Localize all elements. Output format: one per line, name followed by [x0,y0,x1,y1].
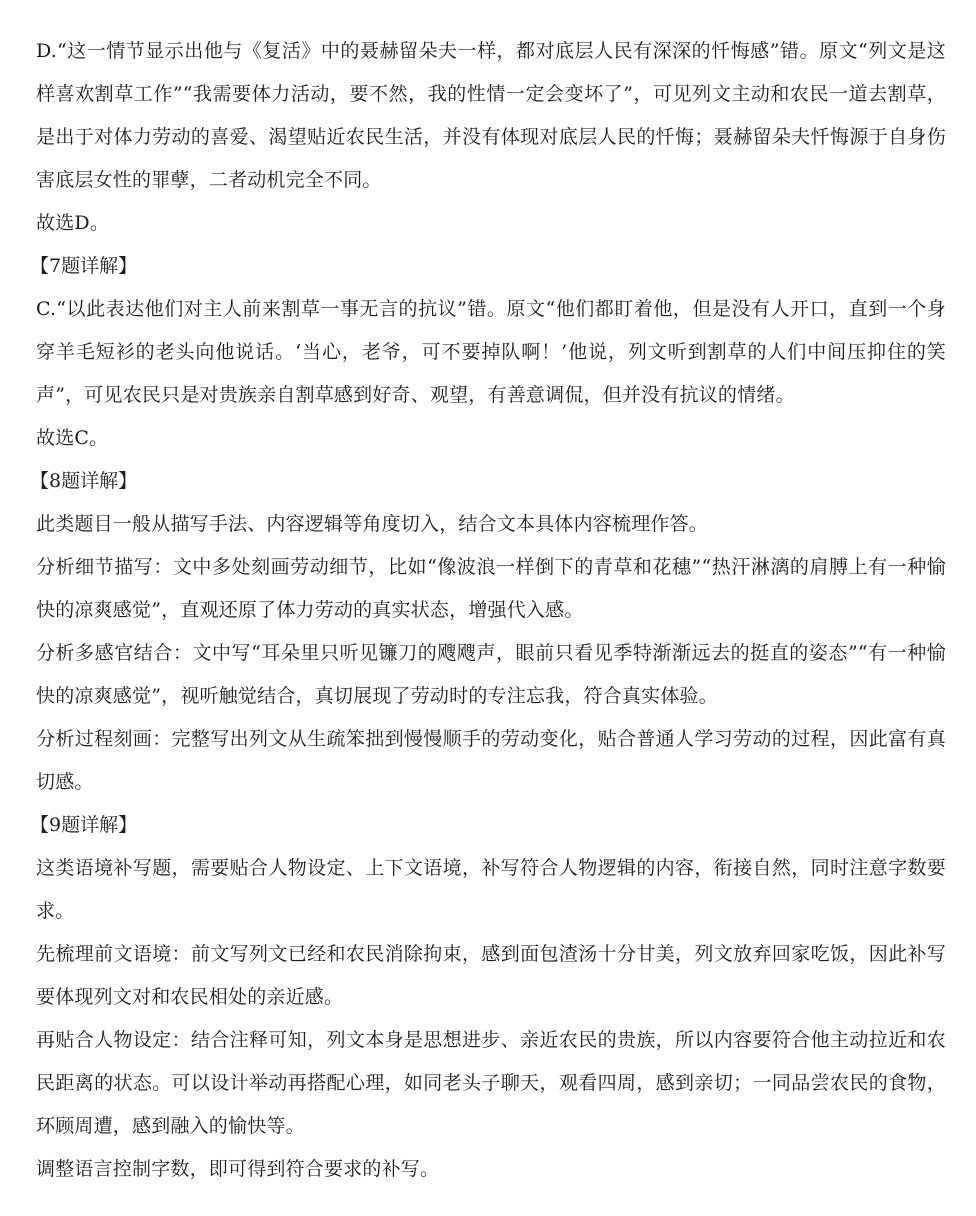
answer-9-context: 先梳理前文语境：前文写列文已经和农民消除拘束，感到面包渣汤十分甘美，列文放弃回家吃饭，因此补写要体现列文对和农民相处的亲近感。 [36,943,946,1008]
answer-8-senses: 分析多感官结合：文中写“耳朵里只听见镰刀的飕飕声，眼前只看见季特渐渐远去的挺直的姿态”“有一种愉快的凉爽感觉”，视听触觉结合，真切展现了劳动时的专注忘我，符合真实体验。 [36,642,946,707]
answer-9-character: 再贴合人物设定：结合注释可知，列文本身是思想进步、亲近农民的贵族，所以内容要符合他主动拉近和农民距离的状态。可以设计举动再搭配心理，如同老头子聊天，观看四周，感到亲切；一同品尝农民的食物，环顾周遭，感到融入的愉快等。 [36,1029,946,1137]
answer-8-intro: 此类题目一般从描写手法、内容逻辑等角度切入，结合文本具体内容梳理作答。 [36,513,709,535]
answer-6-choice: 故选D。 [36,212,110,234]
answer-9-adjust: 调整语言控制字数，即可得到符合要求的补写。 [36,1158,440,1180]
answer-7-c-explanation: C.“以此表达他们对主人前来割草一事无言的抗议”错。原文“他们都盯着他，但是没有人开口，直到一个身穿羊毛短衫的老头向他说话。‘当心，老爷，可不要掉队啊！’他说，列文听到割草的人们中间压抑住的笑声”，可见农民只是对贵族亲自割草感到好奇、观望，有善意调侃，但并没有抗议的情绪。 [36,298,946,406]
document-page [30,30,946,1191]
question-7-heading: 【7题详解】 [30,255,138,277]
answer-9-intro: 这类语境补写题，需要贴合人物设定、上下文语境，补写符合人物逻辑的内容，衔接自然，同时注意字数要求。 [36,857,946,922]
answer-8-process: 分析过程刻画：完整写出列文从生疏笨拙到慢慢顺手的劳动变化，贴合普通人学习劳动的过程，因此富有真切感。 [36,728,946,793]
answer-7-choice: 故选C。 [36,427,109,449]
question-8-heading: 【8题详解】 [30,470,138,492]
question-9-heading: 【9题详解】 [30,814,138,836]
answer-6-d-explanation: D.“这一情节显示出他与《复活》中的聂赫留朵夫一样，都对底层人民有深深的忏悔感”错。原文“列文是这样喜欢割草工作”“我需要体力活动，要不然，我的性情一定会变坏了”，可见列文主动和农民一道去割草，是出于对体力劳动的喜爱、渴望贴近农民生活，并没有体现对底层人民的忏悔；聂赫留朵夫忏悔源于自身伤害底层女性的罪孽，二者动机完全不同。 [36,40,946,191]
answer-8-detail: 分析细节描写：文中多处刻画劳动细节，比如“像波浪一样倒下的青草和花穗”“热汗淋漓的肩膊上有一种愉快的凉爽感觉”，直观还原了体力劳动的真实状态，增强代入感。 [36,556,946,621]
